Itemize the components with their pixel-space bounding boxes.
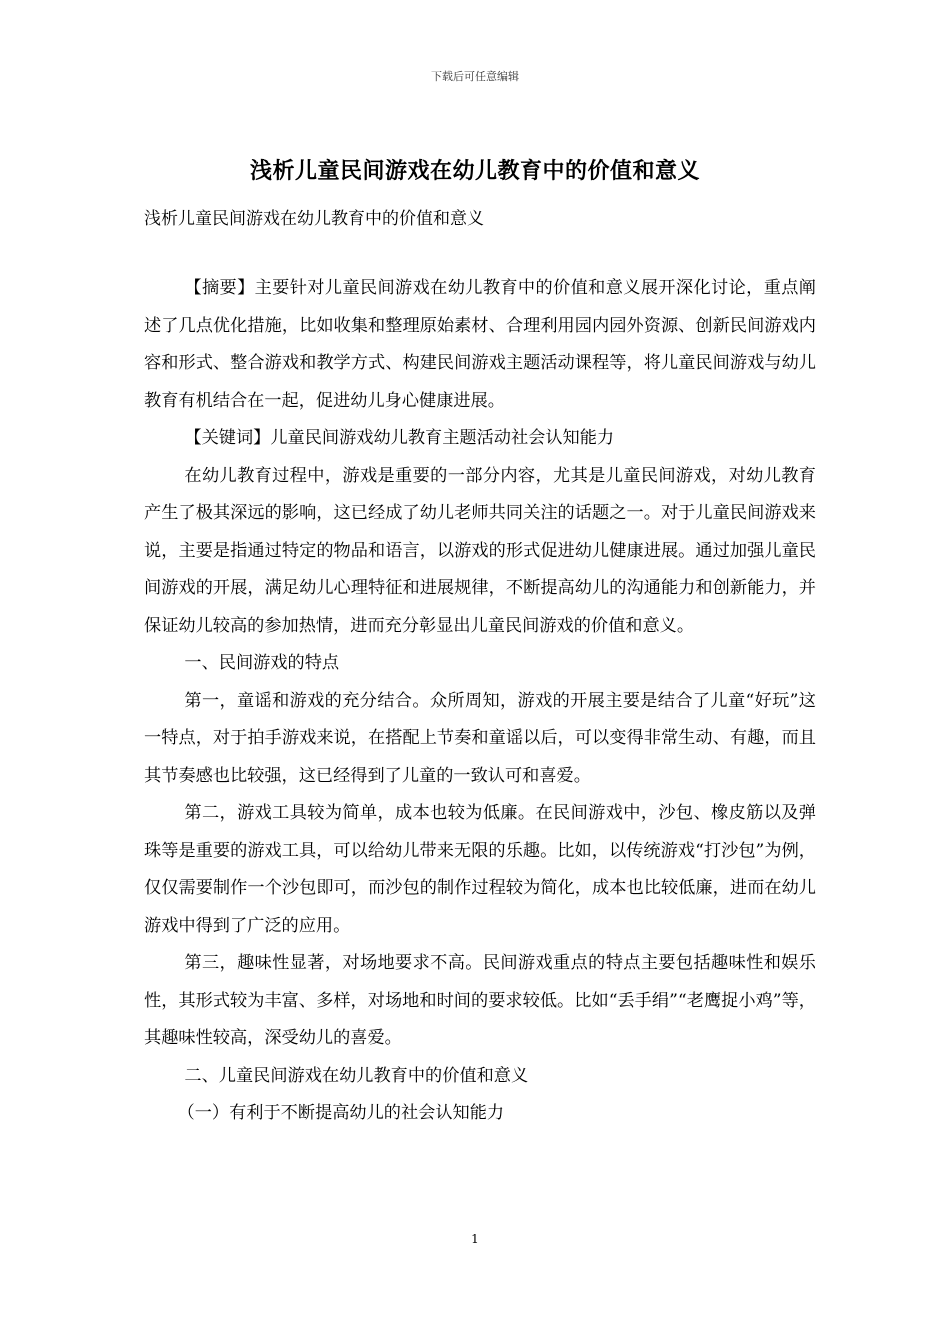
page-header-note: 下载后可任意编辑 <box>431 70 519 83</box>
section-heading-1: 一、民间游戏的特点 <box>184 653 340 673</box>
document-body <box>144 270 816 1133</box>
abstract-paragraph: 【摘要】主要针对儿童民间游戏在幼儿教育中的价值和意义展开深化讨论，重点阐述了几点优化措施，比如收集和整理原始素材、合理利用园内园外资源、创新民间游戏内容和形式、整合游戏和教学方式、构建民间游戏主题活动课程等，将儿童民间游戏与幼儿教育有机结合在一起，促进幼儿身心健康进展。 <box>144 278 816 411</box>
document-title: 浅析儿童民间游戏在幼儿教育中的价值和意义 <box>249 158 700 184</box>
section-heading-2: 二、儿童民间游戏在幼儿教育中的价值和意义 <box>184 1065 529 1086</box>
feature-paragraph-1: 第一，童谣和游戏的充分结合。众所周知，游戏的开展主要是结合了儿童“好玩”这一特点，对于拍手游戏来说，在搭配上节奏和童谣以后，可以变得非常生动、有趣，而且其节奏感也比较强，这已经得到了儿童的一致认可和喜爱。 <box>144 690 816 786</box>
keywords-paragraph: 【关键词】儿童民间游戏幼儿教育主题活动社会认知能力 <box>184 428 615 448</box>
subsection-heading-1: （一）有利于不断提高幼儿的社会认知能力 <box>177 1103 505 1123</box>
document-subtitle: 浅析儿童民间游戏在幼儿教育中的价值和意义 <box>144 209 484 229</box>
feature-paragraph-2: 第二，游戏工具较为简单，成本也较为低廉。在民间游戏中，沙包、橡皮筋以及弹珠等是重要的游戏工具，可以给幼儿带来无限的乐趣。比如，以传统游戏“打沙包”为例，仅仅需要制作一个沙包即可，而沙包的制作过程较为简化，成本也比较低廉，进而在幼儿游戏中得到了广泛的应用。 <box>144 803 816 936</box>
feature-paragraph-3: 第三，趣味性显著，对场地要求不高。民间游戏重点的特点主要包括趣味性和娱乐性，其形式较为丰富、多样，对场地和时间的要求较低。比如“丢手绢”“老鹰捉小鸡”等，其趣味性较高，深受幼儿的喜爱。 <box>144 953 816 1048</box>
intro-paragraph: 在幼儿教育过程中，游戏是重要的一部分内容，尤其是儿童民间游戏，对幼儿教育产生了极其深远的影响，这已经成了幼儿老师共同关注的话题之一。对于儿童民间游戏来说，主要是指通过特定的物品和语言，以游戏的形式促进幼儿健康进展。通过加强儿童民间游戏的开展，满足幼儿心理特征和进展规律，不断提高幼儿的沟通能力和创新能力，并保证幼儿较高的参加热情，进而充分彰显出儿童民间游戏的价值和意义。 <box>144 465 816 636</box>
page-number: 1 <box>471 1232 479 1246</box>
